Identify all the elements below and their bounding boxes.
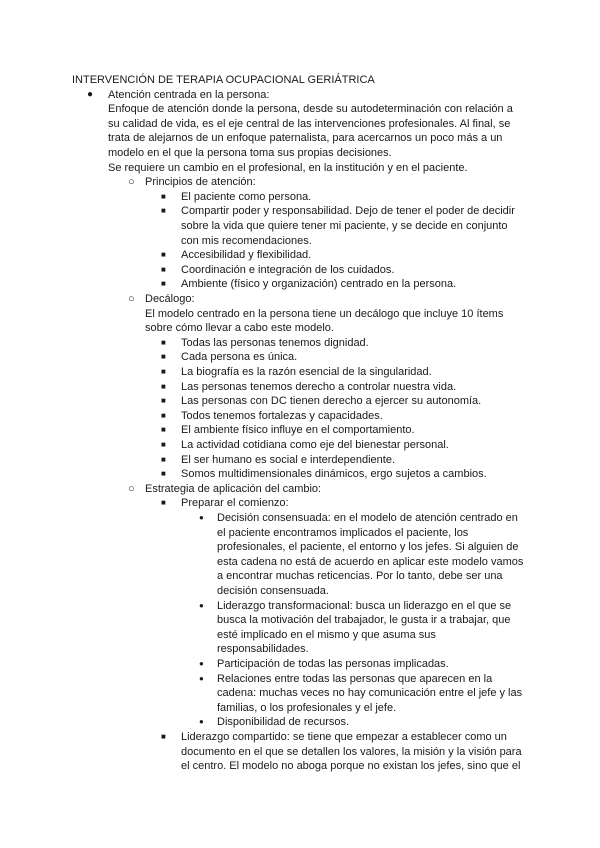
list-item-line: Liderazgo compartido: se tiene que empezar a establecer como un [181,730,507,743]
list-item-line: El ambiente físico influye en el comportamiento. [181,424,415,437]
list-item-line: Decisión consensuada: en el modelo de atención centrado en [217,511,518,524]
list-item-line: documento en el que se detallen los valores, la misión y la visión para [181,745,522,758]
bullet-circle-icon: ○ [128,176,135,189]
list-item-line: familias, o los profesionales y el jefe. [217,701,397,714]
list-item-line: cadena: muchas veces no hay comunicación entre el jefe y las [217,687,523,700]
list-item-line: El paciente como persona. [181,190,312,203]
bullet-square-icon: ■ [161,250,166,260]
list-item-line: Todas las personas tenemos dignidad. [181,336,369,349]
list-item-line: profesionales, el paciente, el entorno y los jefes. Si alguien de [217,541,519,554]
bullet-disc-icon: ● [87,88,94,100]
paragraph-line: Se requiere un cambio en el profesional, en la institución y en el paciente. [108,161,468,174]
list-item-line: a encontrar muchas reticencias. Por lo tanto, debe ser una [217,570,503,583]
list-item-line: sobre la vida que quiere tener mi paciente, y se decide en conjunto [181,219,508,232]
paragraph-line: su calidad de vida, es el eje central de las intervenciones profesionales. Al final, se [108,117,511,130]
bullet-square-icon: ■ [161,352,166,362]
list-item-line: Cada persona es única. [181,351,298,364]
list-item-line: Coordinación e integración de los cuidados. [181,263,395,276]
list-item-line: con mis recomendaciones. [181,234,312,247]
bullet-square-icon: ■ [161,425,166,435]
bullet-square-icon: ■ [161,191,166,201]
list-item-line: Somos multidimensionales dinámicos, ergo sujetos a cambios. [181,468,487,481]
bullet-square-icon: ■ [161,366,166,376]
list-item-line: Ambiente (físico y organización) centrado en la persona. [181,278,457,291]
bullet-disc-icon: ● [199,600,204,610]
list-item-line: Participación de todas las personas implicadas. [217,657,449,670]
list-item-line: el centro. El modelo no aboga porque no existan los jefes, sino que el [181,760,521,773]
bullet-square-icon: ■ [161,731,166,741]
list-item-heading: Preparar el comienzo: [181,497,289,510]
list-item-line: La biografía es la razón esencial de la singularidad. [181,365,432,378]
paragraph-line: Enfoque de atención donde la persona, desde su autodeterminación con relación a [108,103,513,116]
list-item-line: el paciente encontramos implicados el paciente, los [217,526,469,539]
list-item-line: responsabilidades. [217,643,309,656]
bullet-disc-icon: ● [199,658,204,668]
paragraph-line: modelo en el que la persona toma sus propias decisiones. [108,146,392,159]
list-item-line: Liderazgo transformacional: busca un liderazgo en el que se [217,599,512,612]
list-item-line: La actividad cotidiana como eje del bienestar personal. [181,438,449,451]
subsection-heading: Principios de atención: [145,176,256,189]
list-item-line: busca la motivación del trabajador, le gusta ir a trabajar, que [217,614,511,627]
document-title: INTERVENCIÓN DE TERAPIA OCUPACIONAL GERIÁTRICA [72,74,375,86]
bullet-square-icon: ■ [161,396,166,406]
list-item-line: decisión consensuada. [217,584,329,597]
paragraph-line: trata de alejarnos de un enfoque paternalista, para acercarnos un poco más a un [108,132,503,145]
section-heading: Atención centrada en la persona: [108,88,270,101]
list-item-line: Accesibilidad y flexibilidad. [181,249,312,262]
bullet-circle-icon: ○ [128,292,135,305]
list-item-line: esté implicado en el mismo y que asuma sus [217,628,436,641]
bullet-square-icon: ■ [161,337,166,347]
bullet-square-icon: ■ [161,454,166,464]
bullet-disc-icon: ● [199,673,204,683]
bullet-square-icon: ■ [161,439,166,449]
list-item-line: Relaciones entre todas las personas que aparecen en la [217,672,493,685]
paragraph-line: El modelo centrado en la persona tiene un decálogo que incluye 10 ítems [145,307,504,320]
bullet-square-icon: ■ [161,279,166,289]
list-item-line: El ser humano es social e interdependiente. [181,453,396,466]
bullet-square-icon: ■ [161,410,166,420]
subsection-heading: Estrategia de aplicación del cambio: [145,482,322,495]
bullet-disc-icon: ● [199,717,204,727]
list-item-line: Disponibilidad de recursos. [217,716,350,729]
bullet-square-icon: ■ [161,498,166,508]
list-item-line: Las personas con DC tienen derecho a ejercer su autonomía. [181,395,482,408]
bullet-square-icon: ■ [161,206,166,216]
bullet-square-icon: ■ [161,381,166,391]
bullet-square-icon: ■ [161,264,166,274]
list-item-line: esta cadena no está de acuerdo en aplicar este modelo vamos [217,555,524,568]
paragraph-line: sobre cómo llevar a cabo este modelo. [145,322,334,335]
subsection-heading: Decálogo: [145,292,195,305]
list-item-line: Las personas tenemos derecho a controlar nuestra vida. [181,380,457,393]
bullet-circle-icon: ○ [128,482,135,495]
bullet-disc-icon: ● [199,512,204,522]
list-item-line: Todos tenemos fortalezas y capacidades. [181,409,383,422]
bullet-square-icon: ■ [161,469,166,479]
list-item-line: Compartir poder y responsabilidad. Dejo de tener el poder de decidir [181,205,515,218]
